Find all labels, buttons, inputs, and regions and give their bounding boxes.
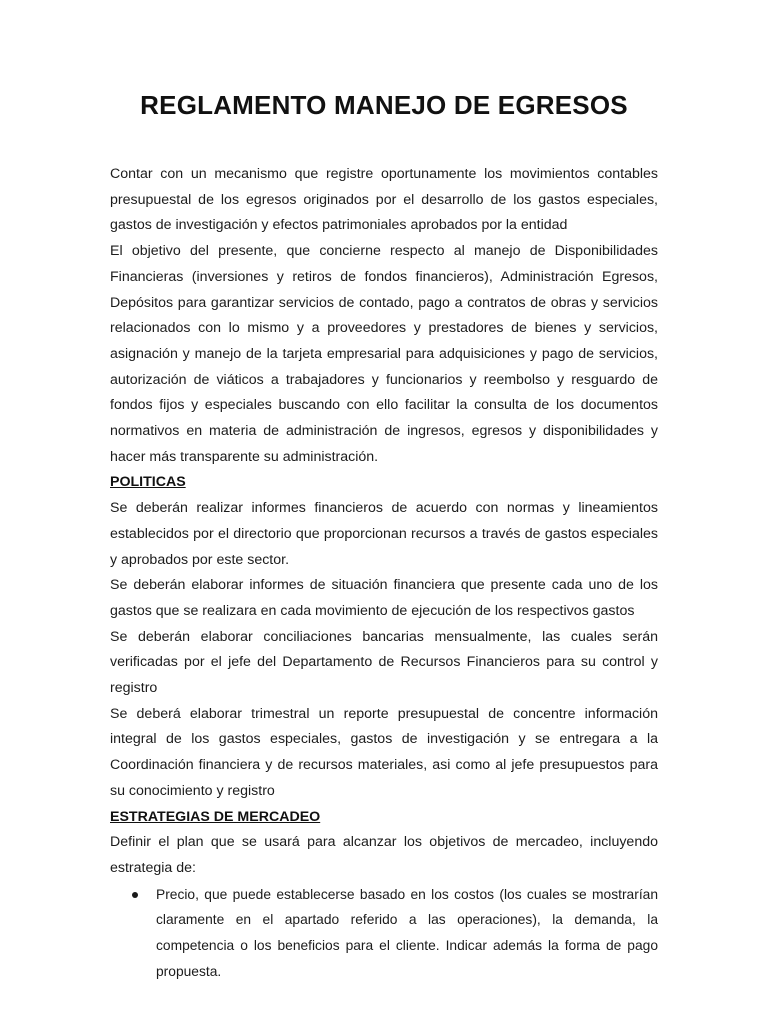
estrategias-list [110,882,658,985]
list-item-text: Precio, que puede establecerse basado en los costos (los cuales se mostrarían claramente en el apartado referido a las operaciones), la demanda, la competencia o los beneficios para el cliente. Indicar además la forma de pago propuesta. [156,886,658,979]
document-body [110,162,658,985]
politica-paragraph-1: Se deberán realizar informes financieros de acuerdo con normas y lineamientos establecidos por el directorio que proporcionan recursos a través de gastos especiales y aprobados por este sector. [110,500,658,568]
document-title: REGLAMENTO MANEJO DE EGRESOS [140,90,628,120]
politica-paragraph-3: Se deberán elaborar conciliaciones bancarias mensualmente, las cuales serán verificadas por el jefe del Departamento de Recursos Financieros para su control y registro [110,628,658,697]
list-item [156,882,658,985]
intro-paragraph-1: Contar con un mecanismo que registre oportunamente los movimientos contables presupuestal de los egresos originados por el desarrollo de los gastos especiales, gastos de investigación y efectos patrimoniales aprobados por la entidad [110,166,658,234]
politica-paragraph-4: Se deberá elaborar trimestral un reporte presupuestal de concentre información integral de los gastos especiales, gastos de investigación y se entregara a la Coordinación financiera y de recursos materiales, asi como al jefe presupuestos para su conocimiento y registro [110,705,658,799]
bullet-icon [132,892,138,898]
intro-paragraph-2: El objetivo del presente, que concierne respecto al manejo de Disponibilidades Financieras (inversiones y retiros de fondos financieros), Administración Egresos, Depósitos para garantizar servicios de contado, pago a contratos de obras y servicios relacionados con lo mismo y a proveedores y prestadores de bienes y servicios, asignación y manejo de la tarjeta empresarial para adquisiciones y pago de servicios, autorización de viáticos a trabajadores y funcionarios y reembolso y resguardo de fondos fijos y especiales buscando con ello facilitar la consulta de los documentos normativos en materia de administración de ingresos, egresos y disponibilidades y hacer más transparente su administración. [110,243,658,465]
politicas-heading: POLITICAS [110,474,186,491]
estrategias-heading: ESTRATEGIAS DE MERCADEO [110,808,321,825]
politica-paragraph-2: Se deberán elaborar informes de situación financiera que presente cada uno de los gastos que se realizara en cada movimiento de ejecución de los respectivos gastos [110,577,658,619]
estrategias-intro: Definir el plan que se usará para alcanzar los objetivos de mercadeo, incluyendo estrategia de: [110,834,658,876]
